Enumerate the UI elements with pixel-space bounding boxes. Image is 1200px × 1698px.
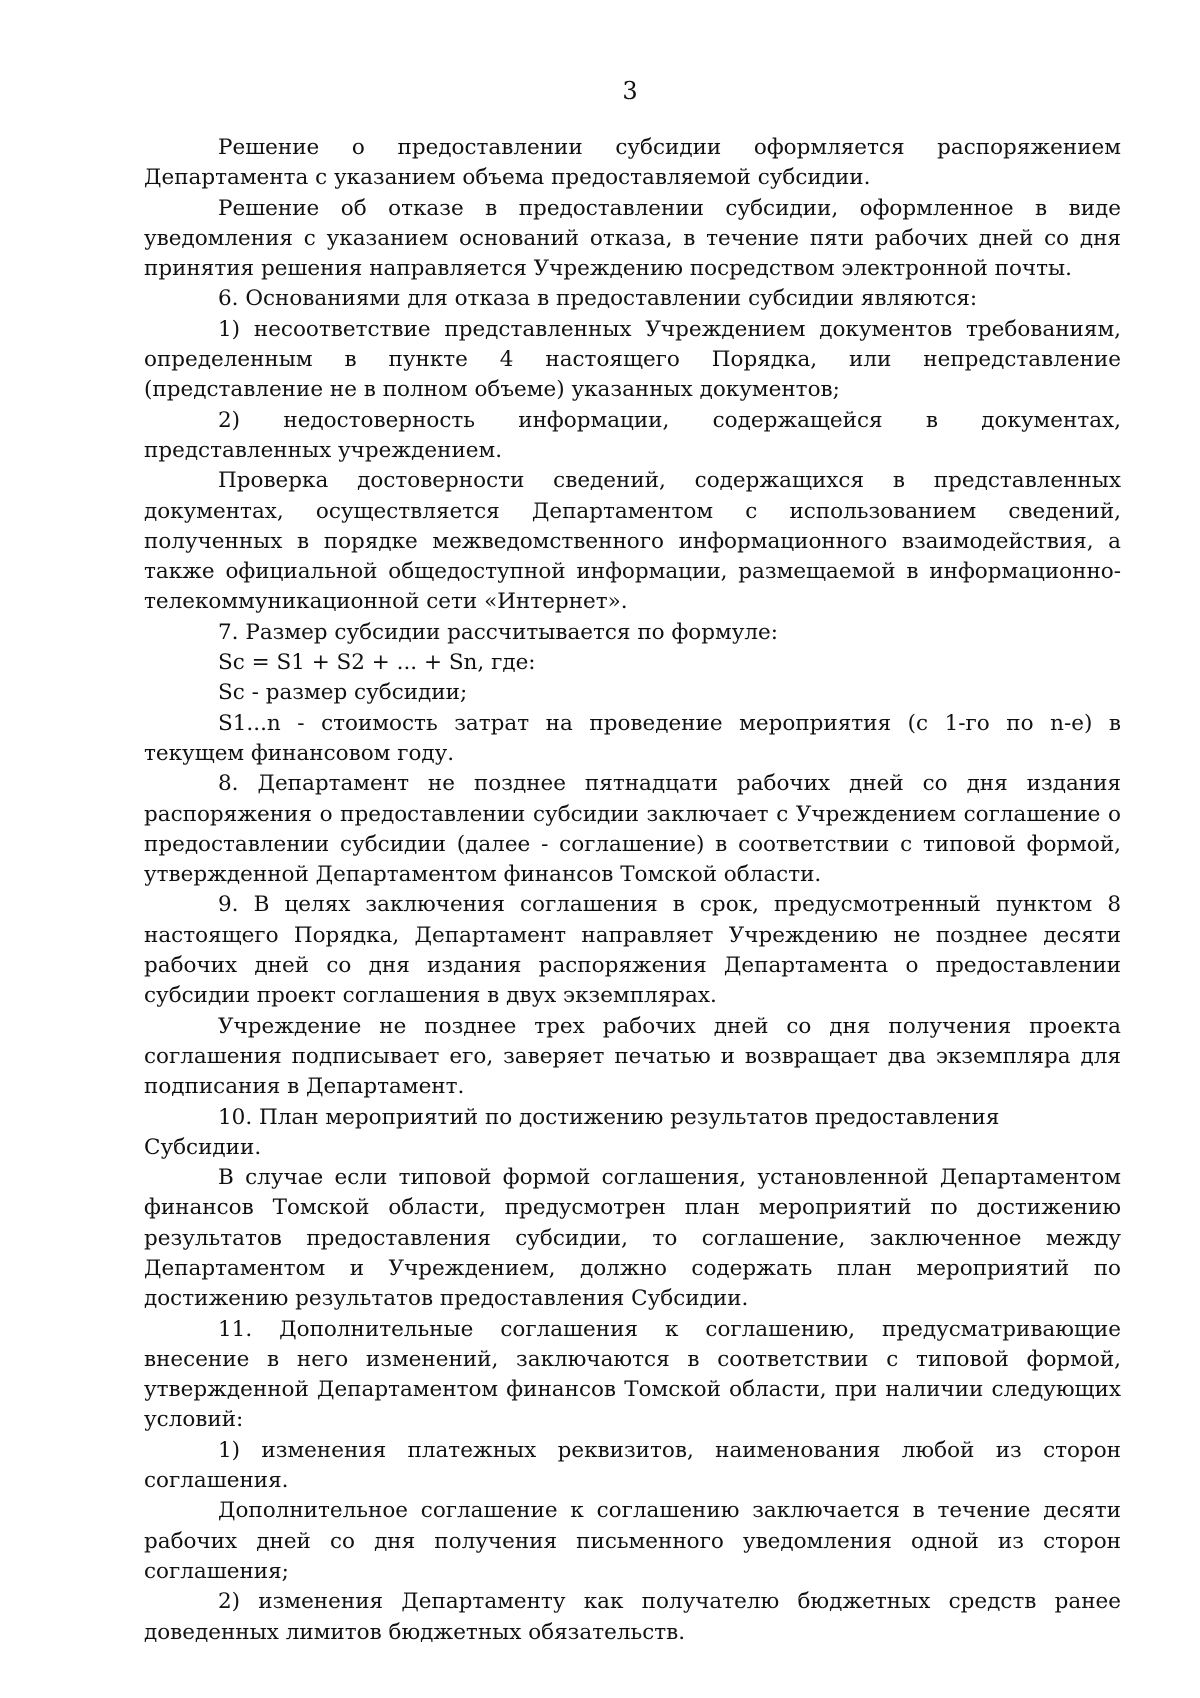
paragraph-item-8: 8. Департамент не позднее пятнадцати рабочих дней со дня издания распоряжения о предоставлении субсидии заключает с Учреждением соглашение о предоставлении субсидии (далее - соглашение) в соответствии с типовой формой, утвержденной Департаментом финансов Томской области. bbox=[144, 771, 1121, 888]
document-body bbox=[144, 133, 1121, 1648]
paragraph-item-7: 7. Размер субсидии рассчитывается по формуле: bbox=[218, 619, 778, 645]
paragraph-refusal-decision: Решение об отказе в предоставлении субсидии, оформленное в виде уведомления с указанием оснований отказа, в течение пяти рабочих дней со дня принятия решения направляется Учреждению посредством электронной почты. bbox=[144, 195, 1121, 282]
paragraph-item-10: 10. План мероприятий по достижению результатов предоставления Субсидии. bbox=[144, 1104, 1000, 1160]
paragraph-action-plan: В случае если типовой формой соглашения, установленной Департаментом финансов Томской области, предусмотрен план мероприятий по достижению результатов предоставления субсидии, то соглашение, заключенное между Департаментом и Учреждением, должно содержать план мероприятий по достижению результатов предоставления Субсидии. bbox=[144, 1165, 1121, 1312]
paragraph-signing: Учреждение не позднее трех рабочих дней со дня получения проекта соглашения подписывает его, заверяет печатью и возвращает два экземпляра для подписания в Департамент. bbox=[144, 1013, 1121, 1100]
paragraph-item-11-1: 1) изменения платежных реквизитов, наименования любой из сторон соглашения. bbox=[144, 1437, 1121, 1494]
paragraph-item-6-2: 2) недостоверность информации, содержащейся в документах, представленных учреждением. bbox=[144, 407, 1121, 463]
page-number: 3 bbox=[622, 77, 638, 105]
paragraph-decision: Решение о предоставлении субсидии оформляется распоряжением Департамента с указанием объема предоставляемой субсидии. bbox=[144, 135, 1121, 191]
paragraph-formula-sc: Sc - размер субсидии; bbox=[218, 680, 468, 706]
paragraph-item-9: 9. В целях заключения соглашения в срок, предусмотренный пунктом 8 настоящего Порядка, Департамент направляет Учреждению не позднее десяти рабочих дней со дня издания распоряжения Департамента о предоставлении субсидии проект соглашения в двух экземплярах. bbox=[144, 892, 1121, 1009]
paragraph-item-11-2: 2) изменения Департаменту как получателю бюджетных средств ранее доведенных лимитов бюджетных обязательств. bbox=[144, 1589, 1121, 1645]
paragraph-item-6: 6. Основаниями для отказа в предоставлении субсидии являются: bbox=[218, 286, 978, 312]
paragraph-additional-agreement: Дополнительное соглашение к соглашению заключается в течение десяти рабочих дней со дня получения письменного уведомления одной из сторон соглашения; bbox=[144, 1498, 1121, 1584]
paragraph-verification: Проверка достоверности сведений, содержащихся в представленных документах, осуществляется Департаментом с использованием сведений, полученных в порядке межведомственного информационного взаимодействия, а также официальной общедоступной информации, размещаемой в информационно-телекоммуникационной сети «Интернет». bbox=[144, 468, 1121, 615]
paragraph-formula: Sc = S1 + S2 + ... + Sn, где: bbox=[218, 650, 536, 676]
paragraph-item-6-1: 1) несоответствие представленных Учреждением документов требованиям, определенным в пункте 4 настоящего Порядка, или непредставление (представление не в полном объеме) указанных документов; bbox=[144, 316, 1121, 403]
paragraph-formula-s1n: S1...n - стоимость затрат на проведение мероприятия (с 1-го по n-е) в текущем финансовом году. bbox=[144, 710, 1121, 766]
paragraph-item-11: 11. Дополнительные соглашения к соглашению, предусматривающие внесение в него изменений, заключаются в соответствии с типовой формой, утвержденной Департаментом финансов Томской области, при наличии следующих условий: bbox=[144, 1316, 1121, 1433]
